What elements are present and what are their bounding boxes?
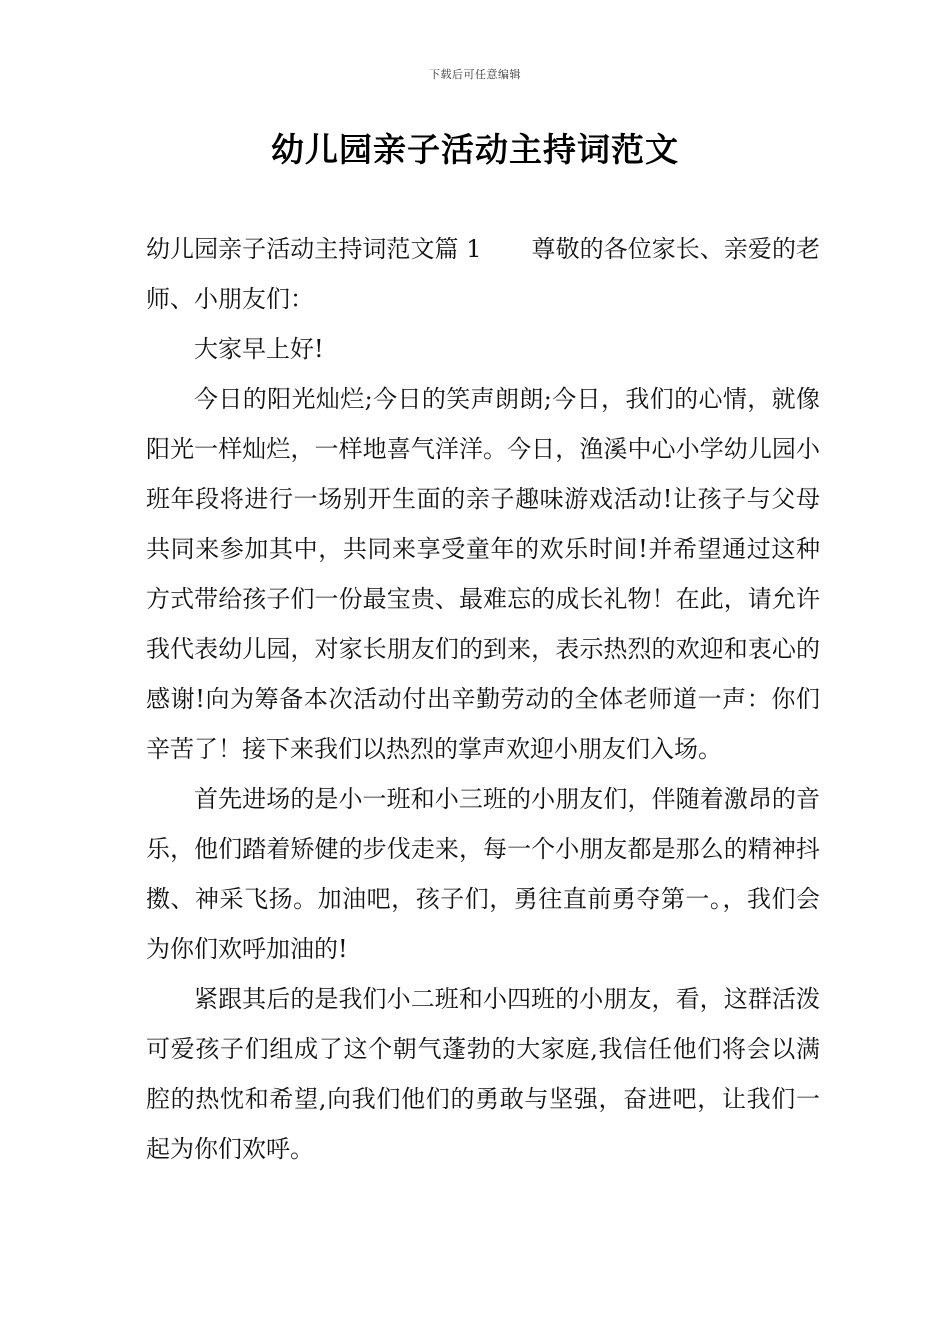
body-paragraph: 首先进场的是小一班和小三班的小朋友们，伴随着激昂的音乐，他们踏着矫健的步伐走来，每一个小朋友都是那么的精神抖擞、神采飞扬。加油吧，孩子们，勇往直前勇夺第一。，我们会为你们欢呼加油的!	[146, 785, 820, 963]
body-paragraph: 大家早上好!	[194, 335, 324, 363]
header-note: 下载后可任意编辑	[429, 68, 521, 81]
intro-paragraph	[146, 224, 820, 324]
body-paragraph: 今日的阳光灿烂;今日的笑声朗朗;今日，我们的心情，就像阳光一样灿烂，一样地喜气洋洋。今日，渔溪中心小学幼儿园小班年段将进行一场别开生面的亲子趣味游戏活动!让孩子与父母共同来参加其中，共同来享受童年的欢乐时间!并希望通过这种方式带给孩子们一份最宝贵、最难忘的成长礼物！在此，请允许我代表幼儿园，对家长朋友们的到来，表示热烈的欢迎和衷心的感谢!向为筹备本次活动付出辛勤劳动的全体老师道一声：你们辛苦了！接下来我们以热烈的掌声欢迎小朋友们入场。	[146, 385, 820, 763]
document-title: 幼儿园亲子活动主持词范文	[271, 130, 679, 169]
section-label: 幼儿园亲子活动主持词范文篇 1	[146, 235, 482, 263]
document-body	[146, 224, 820, 1174]
body-paragraph: 紧跟其后的是我们小二班和小四班的小朋友，看，这群活泼可爱孩子们组成了这个朝气蓬勃的大家庭,我信任他们将会以满腔的热忱和希望,向我们他们的勇敢与坚强，奋进吧，让我们一起为你们欢呼。	[146, 985, 820, 1163]
greeting-text: 尊敬的各位家长、亲爱的老师、小朋友们：	[146, 235, 821, 313]
